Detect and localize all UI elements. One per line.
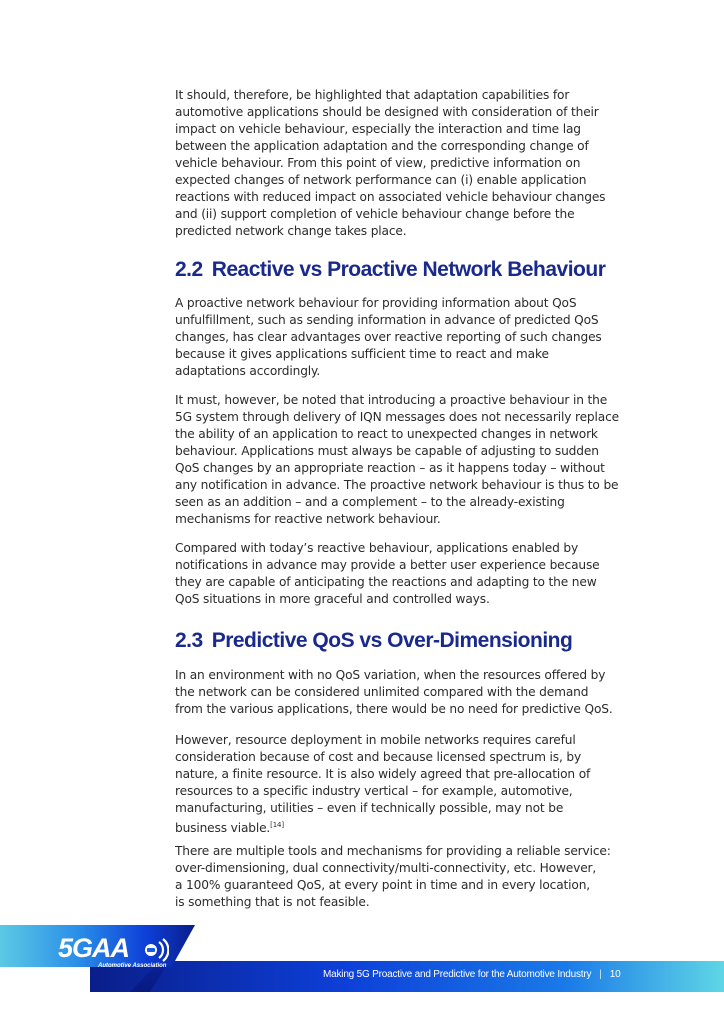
text-line-content: It should, therefore, be highlighted that adaptation capabilities for xyxy=(175,88,570,102)
text-line xyxy=(175,667,625,684)
paragraph xyxy=(175,843,625,911)
car-signal-icon xyxy=(143,937,169,963)
paragraph xyxy=(175,87,625,240)
text-line-content: automotive applications should be designed with consideration of their xyxy=(175,105,599,119)
footer-text xyxy=(323,969,620,980)
section-number: 2.3 xyxy=(175,629,203,652)
text-line-content: consideration because of cost and because licensed spectrum is, by xyxy=(175,750,582,764)
text-line xyxy=(175,749,625,766)
text-line xyxy=(175,155,625,172)
text-line-content: the network can be considered unlimited compared with the demand xyxy=(175,685,589,699)
text-line xyxy=(175,223,625,240)
text-line xyxy=(175,363,625,380)
text-line xyxy=(175,460,625,477)
text-line-content: seen as an addition – and a complement – to the already-existing xyxy=(175,495,565,509)
text-line xyxy=(175,591,625,608)
text-line xyxy=(175,87,625,104)
text-line xyxy=(175,701,625,718)
text-line-content: nature, a finite resource. It is also widely agreed that pre-allocation of xyxy=(175,767,591,781)
section-heading-2-2 xyxy=(175,258,605,282)
text-line xyxy=(175,766,625,783)
text-line-content: mechanisms for reactive network behaviour. xyxy=(175,512,441,526)
text-line-content: over-dimensioning, dual connectivity/multi-connectivity, etc. However, xyxy=(175,861,597,875)
section-title: Predictive QoS vs Over-Dimensioning xyxy=(211,629,573,652)
text-line-content: A proactive network behaviour for providing information about QoS xyxy=(175,296,577,310)
text-line xyxy=(175,104,625,121)
paragraph xyxy=(175,667,625,718)
text-line-content: In an environment with no QoS variation, when the resources offered by xyxy=(175,668,606,682)
text-line-content: a 100% guaranteed QoS, at every point in time and in every location, xyxy=(175,878,591,892)
text-line-content: behaviour. Applications must always be capable of adjusting to sudden xyxy=(175,444,599,458)
text-line-content: the ability of an application to react to unexpected changes in network xyxy=(175,427,598,441)
text-line xyxy=(175,817,625,837)
text-line xyxy=(175,392,625,409)
document-title: Making 5G Proactive and Predictive for the Automotive Industry xyxy=(323,969,592,980)
separator: | xyxy=(599,969,602,980)
text-line-content: QoS situations in more graceful and controlled ways. xyxy=(175,592,490,606)
text-line-content: impact on vehicle behaviour, especially the interaction and time lag xyxy=(175,122,581,136)
text-line-content: unfulfillment, such as sending information in advance of predicted QoS xyxy=(175,313,599,327)
text-line xyxy=(175,783,625,800)
text-line-content: manufacturing, utilities – even if technically possible, may not be xyxy=(175,801,564,815)
text-line xyxy=(175,138,625,155)
text-line-content: However, resource deployment in mobile networks requires careful xyxy=(175,733,576,747)
text-line xyxy=(175,511,625,528)
text-line-content: expected changes of network performance can (i) enable application xyxy=(175,173,587,187)
text-line-content: and (ii) support completion of vehicle behaviour change before the xyxy=(175,207,575,221)
text-line-content: from the various applications, there would be no need for predictive QoS. xyxy=(175,702,613,716)
text-line-content: they are capable of anticipating the reactions and adapting to the new xyxy=(175,575,597,589)
text-line-content: between the application adaptation and the corresponding change of xyxy=(175,139,589,153)
text-line xyxy=(175,312,625,329)
text-line xyxy=(175,346,625,363)
section-number: 2.2 xyxy=(175,258,203,281)
text-line-content: business viable. xyxy=(175,821,271,835)
text-line xyxy=(175,189,625,206)
text-line xyxy=(175,684,625,701)
text-line-content: predicted network change takes place. xyxy=(175,224,407,238)
text-line xyxy=(175,409,625,426)
paragraph xyxy=(175,392,625,528)
text-line xyxy=(175,894,625,911)
page-number: 10 xyxy=(609,969,621,980)
text-line xyxy=(175,443,625,460)
text-line-content: It must, however, be noted that introducing a proactive behaviour in the xyxy=(175,393,608,407)
text-line xyxy=(175,426,625,443)
text-line xyxy=(175,477,625,494)
logo-subtext: Automotive Association xyxy=(98,963,167,969)
text-line xyxy=(175,574,625,591)
text-line xyxy=(175,860,625,877)
paragraph xyxy=(175,732,625,837)
text-line-content: adaptations accordingly. xyxy=(175,364,321,378)
text-line xyxy=(175,877,625,894)
text-line-content: resources to a specific industry vertical – for example, automotive, xyxy=(175,784,573,798)
text-line-content: reactions with reduced impact on associated vehicle behaviour changes xyxy=(175,190,606,204)
text-line xyxy=(175,800,625,817)
text-line-content: vehicle behaviour. From this point of view, predictive information on xyxy=(175,156,581,170)
text-line-content: any notification in advance. The proactive network behaviour is thus to be xyxy=(175,478,619,492)
text-line-content: There are multiple tools and mechanisms for providing a reliable service: xyxy=(175,844,611,858)
text-line xyxy=(175,540,625,557)
text-line-content: is something that is not feasible. xyxy=(175,895,370,909)
section-heading-2-3 xyxy=(175,629,572,653)
text-line xyxy=(175,843,625,860)
text-line xyxy=(175,494,625,511)
text-line xyxy=(175,557,625,574)
text-line xyxy=(175,732,625,749)
text-line-content: QoS changes by an appropriate reaction – as it happens today – without xyxy=(175,461,605,475)
section-title: Reactive vs Proactive Network Behaviour xyxy=(211,258,606,281)
footnote-reference: [14] xyxy=(270,821,284,829)
text-line xyxy=(175,206,625,223)
text-line xyxy=(175,172,625,189)
text-line xyxy=(175,329,625,346)
paragraph xyxy=(175,295,625,380)
paragraph xyxy=(175,540,625,608)
text-line xyxy=(175,121,625,138)
text-line-content: notifications in advance may provide a better user experience because xyxy=(175,558,600,572)
text-line-content: 5G system through delivery of IQN messages does not necessarily replace xyxy=(175,410,619,424)
text-line-content: because it gives applications sufficient time to react and make xyxy=(175,347,549,361)
text-line-content: changes, has clear advantages over reactive reporting of such changes xyxy=(175,330,602,344)
text-line xyxy=(175,295,625,312)
5gaa-logo: 5GAA xyxy=(58,933,130,963)
text-line-content: Compared with today’s reactive behaviour, applications enabled by xyxy=(175,541,579,555)
